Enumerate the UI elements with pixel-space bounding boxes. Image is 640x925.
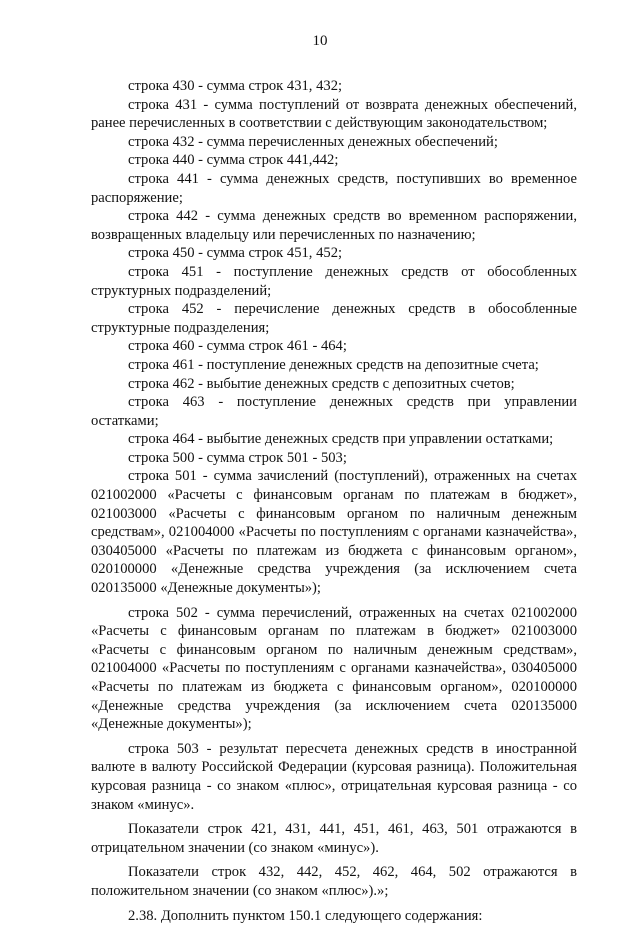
paragraph: строка 431 - сумма поступлений от возврата денежных обеспечений, ранее перечисленных в соответствии с действующим законодательством; <box>91 96 577 132</box>
paragraph: строка 501 - сумма зачислений (поступлений), отраженных на счетах 021002000 «Расчеты с финансовым органам по платежам в бюджет», 021003000 «Расчеты с финансовым органом по наличным денежным средствам», 021004000 «Расчеты по поступлениям с органами казначейства», 030405000 «Расчеты по платежам из бюджета с финансовым органом», 020100000 «Денежные средства учреждения (за исключением счета 020135000 «Денежные документы»); <box>91 468 577 597</box>
paragraph: строка 441 - сумма денежных средств, поступивших во временное распоряжение; <box>91 170 577 206</box>
paragraph: Показатели строк 432, 442, 452, 462, 464, 502 отражаются в положительном значении (со знаком «плюс»).»; <box>91 864 577 899</box>
paragraph: строка 500 - сумма строк 501 - 503; <box>128 449 347 466</box>
paragraph: строка 432 - сумма перечисленных денежных обеспечений; <box>128 133 498 150</box>
paragraph: строка 450 - сумма строк 451, 452; <box>128 245 343 262</box>
paragraph: строка 462 - выбытие денежных средств с депозитных счетов; <box>128 375 515 392</box>
paragraph: строка 461 - поступление денежных средств на депозитные счета; <box>128 356 539 373</box>
paragraph: строка 451 - поступление денежных средств от обособленных структурных подразделений; <box>91 263 577 299</box>
paragraph: Показатели строк 421, 431, 441, 451, 461, 463, 501 отражаются в отрицательном значении (со знаком «минус»). <box>91 821 577 856</box>
paragraph: строка 430 - сумма строк 431, 432; <box>128 78 343 94</box>
document-body <box>91 77 577 925</box>
paragraph: строка 502 - сумма перечислений, отраженных на счетах 021002000 «Расчеты с финансовым органам по платежам в бюджет» 021003000 «Расчеты с финансовым органом по наличным денежным средствам», 021004000 «Расчеты по поступлениям с органами казначейства», 030405000 «Расчеты по платежам из бюджета с финансовым органом», 020100000 «Денежные средства учреждения (за исключением счета 020135000 «Денежные документы»); <box>91 604 577 733</box>
paragraph: строка 503 - результат пересчета денежных средств в иностранной валюте в валюту Российской Федерации (курсовая разница). Положительная курсовая разница - со знаком «плюс», отрицательная курсовая разница - со знаком «минус». <box>91 740 577 813</box>
paragraph: строка 452 - перечисление денежных средств в обособленные структурные подразделения; <box>91 301 577 336</box>
paragraph: строка 442 - сумма денежных средств во временном распоряжении, возвращенных владельцу или перечисленных по назначению; <box>91 208 577 243</box>
paragraph: строка 463 - поступление денежных средств при управлении остатками; <box>91 394 577 429</box>
paragraph: 2.38. Дополнить пунктом 150.1 следующего содержания: <box>128 907 483 924</box>
page-number: 10 <box>312 33 328 49</box>
paragraph: строка 464 - выбытие денежных средств при управлении остатками; <box>128 431 554 448</box>
paragraph: строка 460 - сумма строк 461 - 464; <box>128 338 347 355</box>
paragraph: строка 440 - сумма строк 441,442; <box>128 152 339 169</box>
